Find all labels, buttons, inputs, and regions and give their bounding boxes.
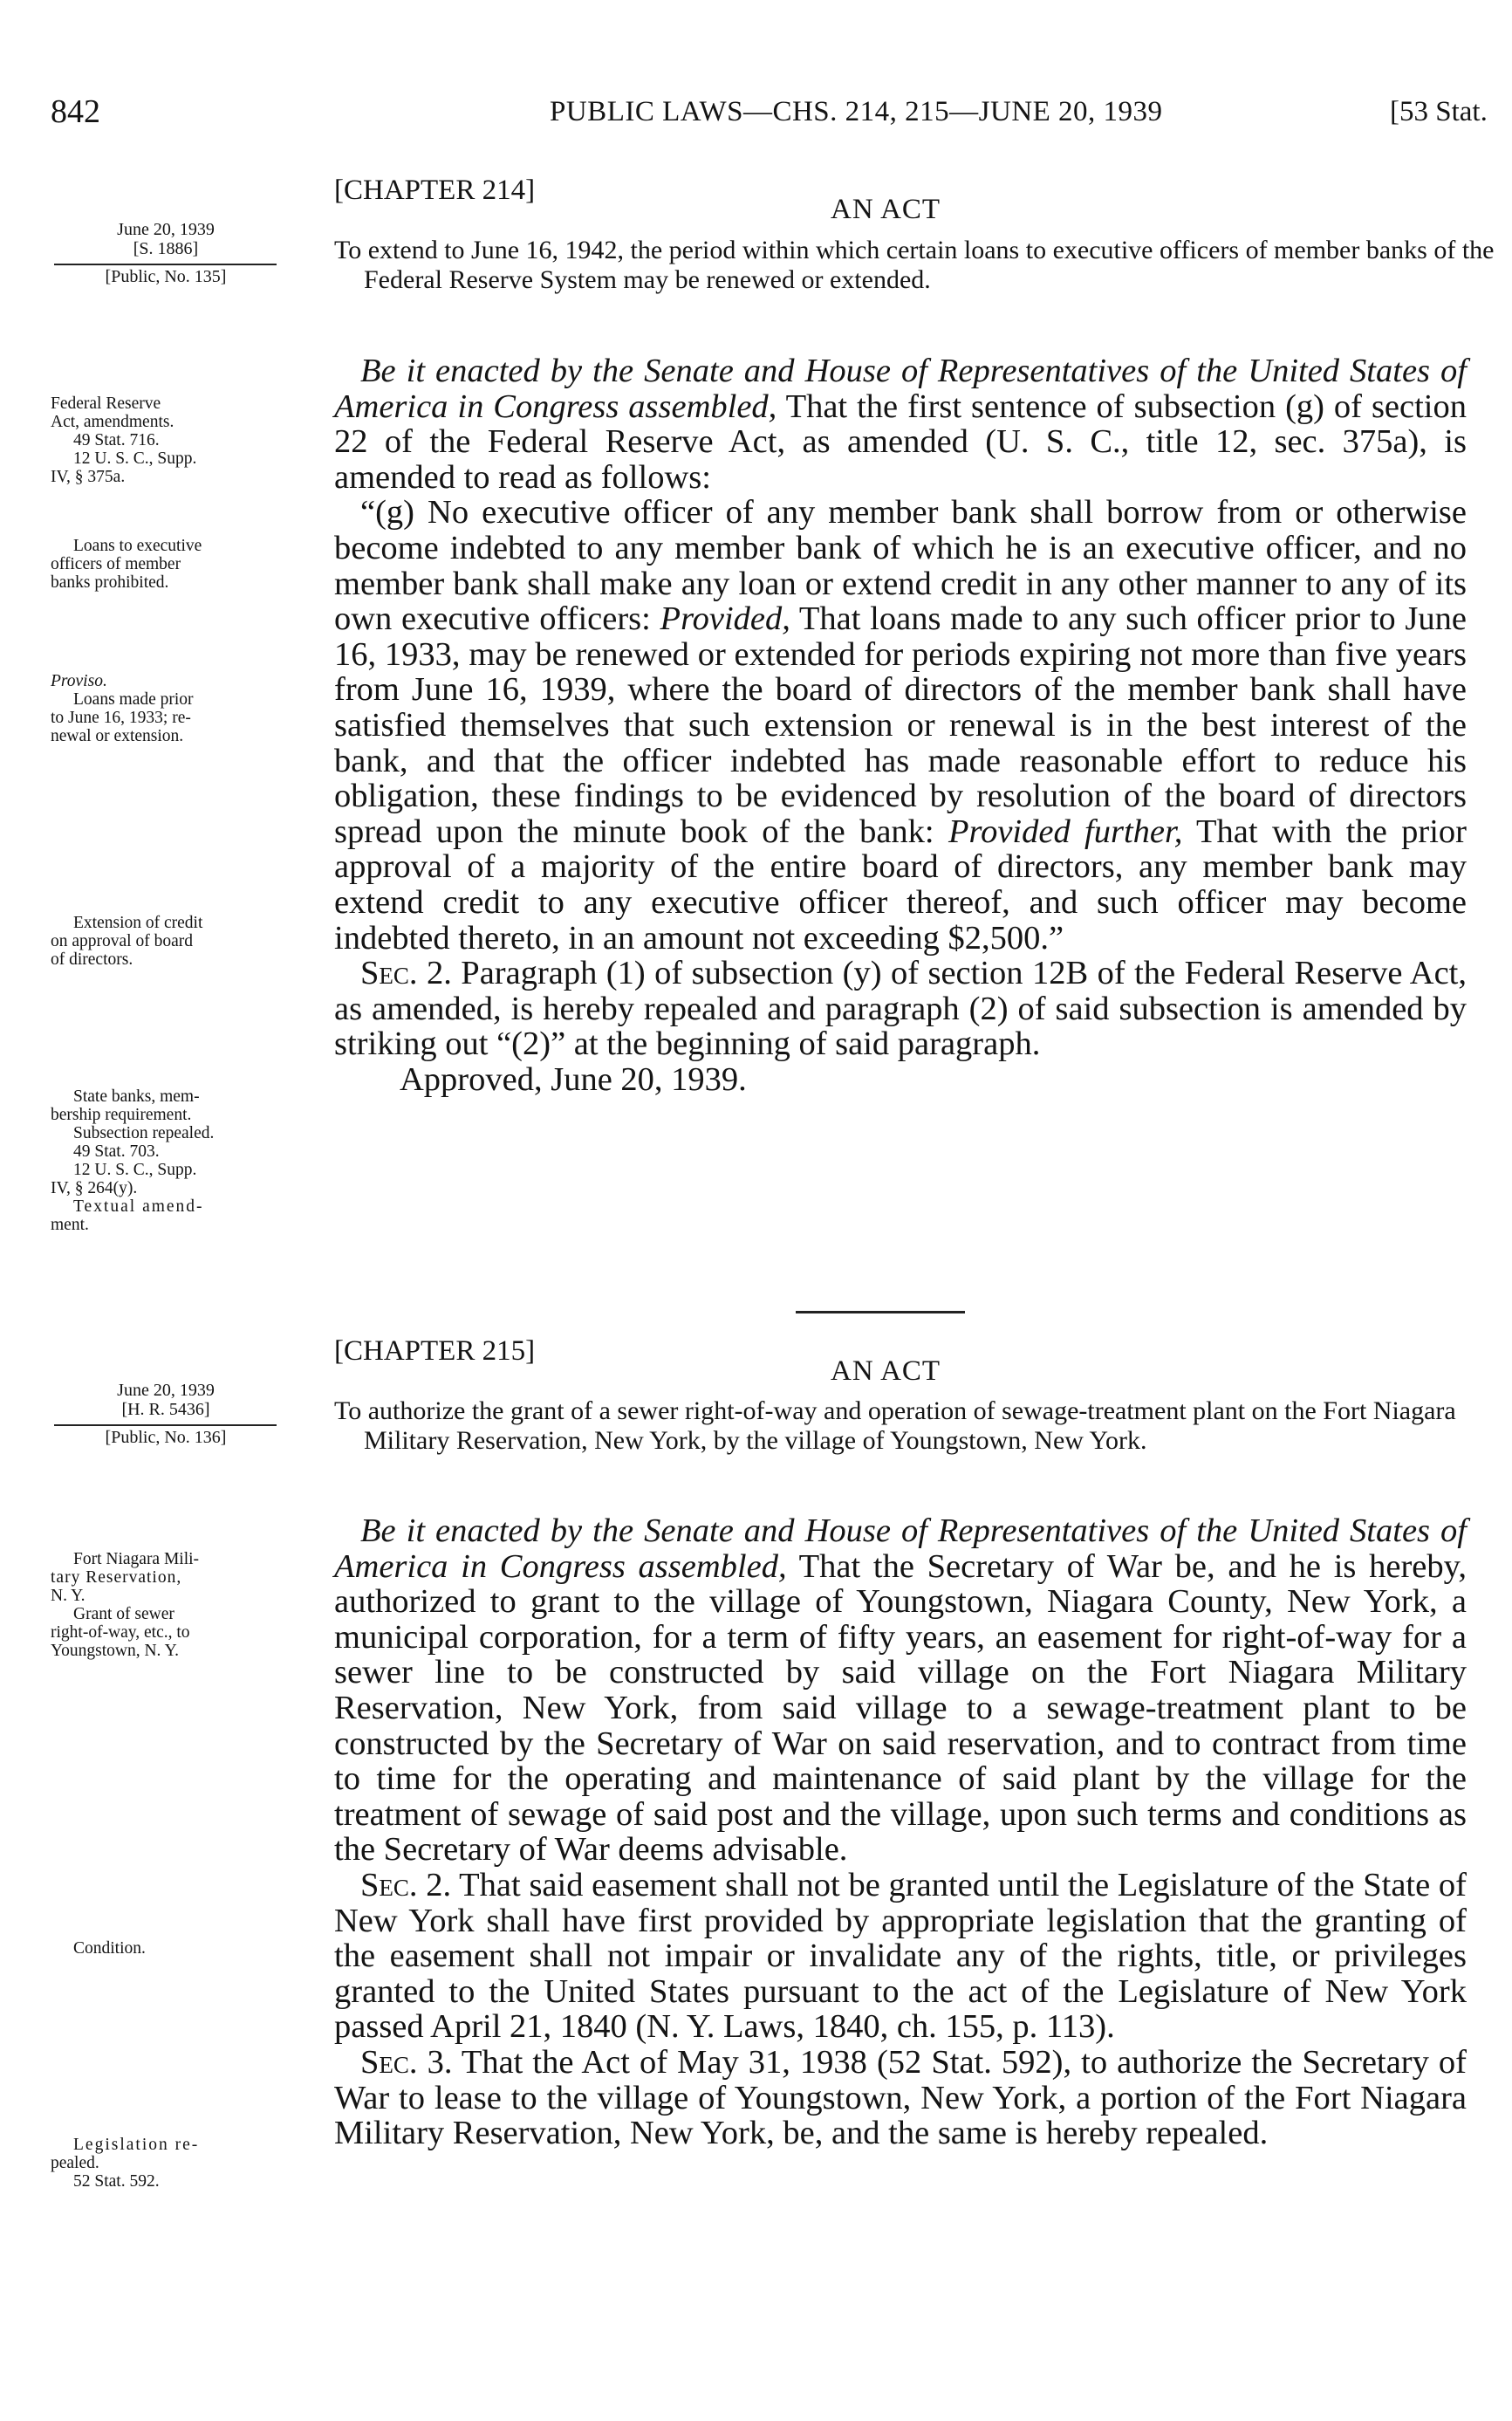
note-proviso: [51, 672, 312, 745]
chapter-215-act-label: AN ACT: [831, 1355, 941, 1387]
section-2-label: Sec. 2.: [360, 955, 452, 992]
note-line: ment.: [51, 1216, 89, 1234]
chapter-215-bill: [H. R. 5436]: [121, 1400, 210, 1419]
enacting-clause: Be it enacted by the Senate and House of Representatives of the United States of America in Congress assembled,: [334, 1512, 1467, 1585]
note-line: 12 U. S. C., Supp.: [73, 449, 197, 468]
chapter-215-title: To authorize the grant of a sewer right-of-way and operation of sewage-treatment plant on the Fort Niagara Military Reservation, New York, by the village of Youngstown, New York.: [334, 1396, 1456, 1455]
note-line: to June 16, 1933; re-: [51, 709, 191, 727]
amended-text-b: That loans made to any such officer prior to June 16, 1933, may be renewed or extended for periods expiring not more than five years from June 16, 1939, where the board of directors of the member bank shall have satisfied themselves that such extension or renewal is in the best interest of the bank, and that the officer indebted has made reasonable effort to reduce his obligation, these findings to be evidenced by resolution of the board of directors spread upon the minute book of the bank:: [334, 600, 1467, 850]
note-line: Youngstown, N. Y.: [51, 1642, 180, 1660]
section-1-text: That the Secretary of War be, and he is hereby, authorized to grant to the village of Youngstown, Niagara County, New York, a municipal corporation, for a term of fifty years, an easement for right-of-way for a sewer line to be constructed by said village on the Fort Niagara Military Reservation, New York, from said village to a sewage-treatment plant to be constructed by the Secretary of War on said reservation, and to contract from time to time for the operating and maintenance of said plant by the village for the treatment of sewage of said post and the village, upon such terms and conditions as the Secretary of War deems advisable.: [334, 1547, 1467, 1869]
approval-line: Approved, June 20, 1939.: [400, 1060, 747, 1098]
section-2-paragraph: [334, 1868, 1467, 2045]
note-line: Fort Niagara Mili-: [73, 1550, 200, 1568]
chapter-214-bill: [S. 1886]: [133, 239, 199, 258]
note-line: Grant of sewer: [73, 1605, 174, 1623]
note-line: 49 Stat. 703.: [73, 1142, 160, 1161]
note-line: right-of-way, etc., to: [51, 1623, 190, 1642]
note-line: Condition.: [73, 1939, 146, 1958]
proviso-further-label: Provided further,: [948, 813, 1183, 850]
section-1-paragraph: [334, 353, 1467, 495]
amended-text-paragraph: [334, 495, 1467, 956]
chapter-214-label: [CHAPTER 214]: [334, 175, 536, 206]
note-line: 52 Stat. 592.: [73, 2172, 160, 2191]
note-state-banks: [51, 1087, 312, 1234]
note-line: Act, amendments.: [51, 413, 174, 431]
note-line: of directors.: [51, 950, 133, 969]
note-loans-prohibited: [51, 537, 312, 592]
note-federal-reserve: [51, 394, 312, 486]
note-line: tary Reservation,: [51, 1568, 182, 1587]
note-extension-of-credit: [51, 914, 312, 969]
volume-reference: [53 Stat.: [1390, 96, 1488, 127]
chapter-214-id-rule: [54, 264, 277, 265]
chapter-214-body: [334, 353, 1467, 1097]
note-line: IV, § 264(y).: [51, 1179, 138, 1197]
note-line: newal or extension.: [51, 727, 184, 745]
note-line: Extension of credit: [73, 914, 203, 932]
chapter-separator-rule: [796, 1311, 965, 1313]
chapter-215-public-no: [Public, No. 136]: [105, 1428, 227, 1447]
chapter-215-label: [CHAPTER 215]: [334, 1335, 536, 1367]
note-line: on approval of board: [51, 932, 193, 950]
note-line: State banks, mem-: [73, 1087, 200, 1106]
note-condition: [51, 1939, 312, 1958]
note-line: Proviso.: [51, 672, 107, 690]
chapter-215-id-rule: [54, 1424, 277, 1426]
section-2-label: Sec. 2.: [360, 1866, 452, 1903]
note-line: N. Y.: [51, 1587, 86, 1605]
section-3-label: Sec. 3.: [360, 2043, 453, 2081]
chapter-214-title: To extend to June 16, 1942, the period within which certain loans to executive officers of member banks of the Federal Reserve System may be renewed or extended.: [334, 236, 1495, 294]
note-fort-niagara: [51, 1550, 312, 1660]
section-2-paragraph: [334, 956, 1467, 1062]
chapter-214-public-no: [Public, No. 135]: [105, 267, 227, 286]
amended-text-a: “(g) No executive officer of any member bank shall borrow from or otherwise become indebted to any member bank of which he is an executive officer, and no member bank shall make any loan or extend credit in any other manner to any of its own executive officers:: [334, 494, 1467, 638]
amended-text-c: That with the prior approval of a majority of the entire board of directors, any member bank may extend credit to any executive officer thereof, and such officer may become indebted thereto, in an amount not exceeding $2,500.”: [334, 813, 1468, 957]
note-line: Textual amend-: [73, 1197, 204, 1216]
section-1-paragraph: [334, 1513, 1467, 1868]
note-line: pealed.: [51, 2154, 99, 2172]
section-2-text: That said easement shall not be granted until the Legislature of the State of New York shall have first provided by appropriate legislation that the granting of the easement shall not impair or invalidate any of the rights, title, or privileges granted to the United States pursuant to the act of the Legislature of New York passed April 21, 1840 (N. Y. Laws, 1840, ch. 155, p. 113).: [334, 1866, 1467, 2046]
note-line: Loans to executive: [73, 537, 202, 555]
section-3-text: That the Act of May 31, 1938 (52 Stat. 592), to authorize the Secretary of War to lease to the village of Youngstown, New York, a portion of the Fort Niagara Military Reservation, New York, be, and the same is hereby repealed.: [334, 2043, 1467, 2152]
section-3-paragraph: [334, 2045, 1467, 2151]
note-line: officers of member: [51, 555, 181, 573]
chapter-214-act-label: AN ACT: [831, 194, 941, 225]
note-line: Loans made prior: [73, 690, 194, 709]
note-line: IV, § 375a.: [51, 468, 126, 486]
enacting-clause: Be it enacted by the Senate and House of Representatives of the United States of America in Congress assembled,: [334, 353, 1467, 425]
note-line: Federal Reserve: [51, 394, 161, 413]
note-line: 49 Stat. 716.: [73, 431, 160, 449]
note-line: Legislation re-: [73, 2136, 200, 2154]
chapter-215-date: June 20, 1939: [117, 1381, 215, 1400]
section-2-text: Paragraph (1) of subsection (y) of section 12B of the Federal Reserve Act, as amended, is hereby repealed and paragraph (2) of said subsection is amended by striking out “(2)” at the beginning of said paragraph.: [334, 955, 1467, 1063]
note-legislation-repealed: [51, 2136, 312, 2191]
note-line: bership requirement.: [51, 1106, 192, 1124]
chapter-215-body: [334, 1513, 1467, 2151]
running-title: PUBLIC LAWS—CHS. 214, 215—JUNE 20, 1939: [550, 96, 1163, 127]
proviso-label: Provided,: [660, 600, 790, 638]
note-line: Subsection repealed.: [73, 1124, 215, 1142]
note-line: 12 U. S. C., Supp.: [73, 1161, 197, 1179]
page-number: 842: [51, 93, 100, 130]
section-1-text: That the first sentence of subsection (g) of section 22 of the Federal Reserve Act, as amended (U. S. C., title 12, sec. 375a), is amended to read as follows:: [334, 387, 1467, 496]
chapter-214-date: June 20, 1939: [117, 220, 215, 239]
note-line: banks prohibited.: [51, 573, 169, 592]
